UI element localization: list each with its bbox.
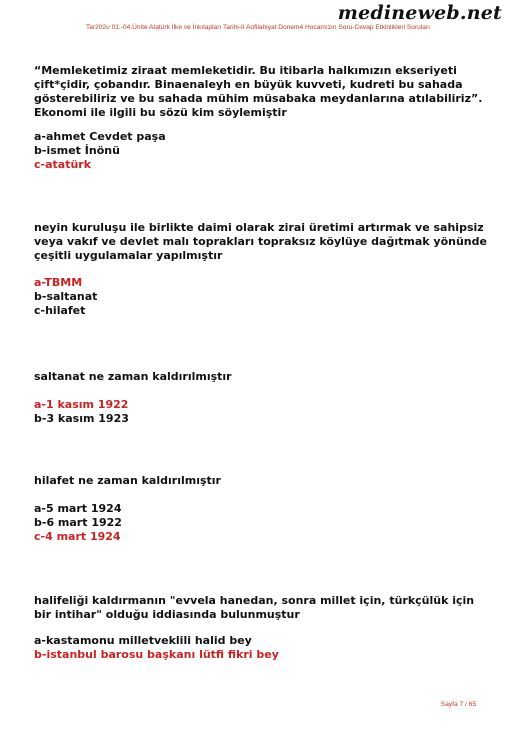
question-2-option-c: c-hilafet — [34, 304, 86, 317]
question-3-option-a: a-1 kasım 1922 — [34, 398, 129, 411]
question-3 — [34, 370, 232, 384]
document-header: Tar202u 01.-04.Ünite Atatürk İlke ve İnkılapları Tarihi-II Aofilahiyat Donem4 Hocamızın Soru-Cevap Etkinlikleri Soruları — [85, 24, 430, 31]
question-1-line-3: gösterebiliriz ve bu sahada mühim müsabaka meydanlarına atılabiliriz”. — [34, 92, 483, 105]
question-2-line-1: neyin kuruluşu ile birlikte daimi olarak zirai üretimi artırmak ve sahipsiz — [34, 221, 484, 234]
question-1-option-b: b-ismet İnönü — [34, 144, 120, 157]
question-5-option-b: b-istanbul barosu başkanı lütfi fikri bey — [34, 648, 279, 661]
question-2 — [34, 221, 504, 263]
question-1-line-4: Ekonomi ile ilgili bu sözü kim söylemiştir — [34, 106, 287, 119]
question-4-option-c: c-4 mart 1924 — [34, 530, 121, 543]
question-1-line-1: “Memleketimiz ziraat memleketidir. Bu itibarla halkımızın ekseriyeti — [34, 64, 457, 77]
question-1-option-c: c-atatürk — [34, 158, 92, 171]
page-number: Sayfa 7 / 65 — [440, 701, 476, 708]
question-3-line-1: saltanat ne zaman kaldırılmıştır — [34, 370, 232, 383]
question-1 — [34, 64, 496, 120]
question-4-line-1: hilafet ne zaman kaldırılmıştır — [34, 474, 221, 487]
question-4-option-b: b-6 mart 1922 — [34, 516, 122, 529]
question-5-option-a: a-kastamonu milletveklili halid bey — [34, 634, 252, 647]
question-4 — [34, 474, 221, 488]
question-2-options — [34, 276, 97, 318]
question-4-options — [34, 502, 122, 544]
question-1-options — [34, 130, 166, 172]
question-2-option-b: b-saltanat — [34, 290, 98, 303]
question-5 — [34, 594, 504, 622]
question-4-option-a: a-5 mart 1924 — [34, 502, 122, 515]
site-watermark: medineweb.net — [337, 2, 502, 24]
question-2-option-a: a-TBMM — [34, 276, 83, 289]
question-5-line-2: bir intihar" olduğu iddiasında bulunmuştur — [34, 608, 300, 621]
question-3-option-b: b-3 kasım 1923 — [34, 412, 129, 425]
question-1-line-2: çift*çidir, çobandır. Binaenaleyh en büyük kuvveti, kudreti bu sahada — [34, 78, 463, 91]
question-2-line-2: veya vakıf ve devlet malı toprakları topraksız köylüye dağıtmak yönünde — [34, 235, 487, 248]
question-5-options — [34, 634, 279, 662]
question-5-line-1: halifeliği kaldırmanın "evvela hanedan, sonra millet için, türkçülük için — [34, 594, 475, 607]
question-3-options — [34, 398, 129, 426]
question-2-line-3: çeşitli uygulamalar yapılmıştır — [34, 249, 223, 262]
question-1-option-a: a-ahmet Cevdet paşa — [34, 130, 166, 143]
